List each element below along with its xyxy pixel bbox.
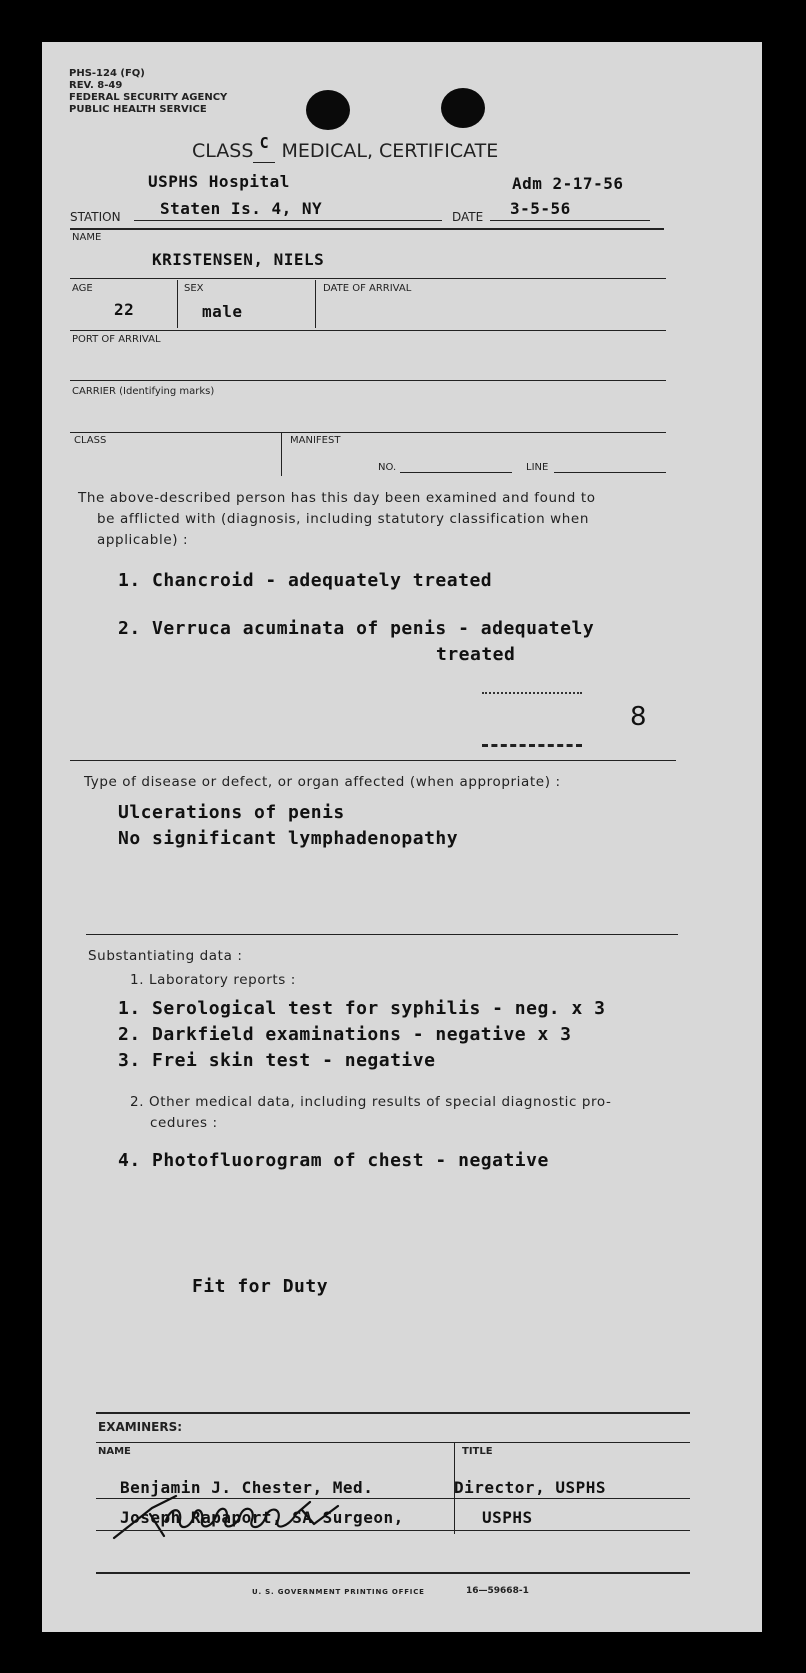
class-value: C [259, 134, 270, 152]
station-hospital: USPHS Hospital [148, 172, 290, 191]
diagnosis-intro [78, 488, 596, 551]
faint-mark [482, 692, 582, 694]
disease-label: Type of disease or defect, or organ affected (when appropriate) : [84, 774, 561, 790]
examiner-title-label: TITLE [462, 1446, 493, 1457]
person-sex: male [202, 302, 243, 321]
form-header [69, 68, 227, 116]
diagnosis-intro-line: be afflicted with (diagnosis, including statutory classification when [97, 511, 589, 527]
lab-item: 2. Darkfield examinations - negative x 3 [118, 1024, 572, 1045]
lab-reports-label: 1. Laboratory reports : [130, 972, 296, 988]
manifest-no-label: NO. [378, 462, 397, 473]
age-label: AGE [72, 283, 93, 294]
diagnosis-item: 2. Verruca acuminata of penis - adequately [118, 618, 595, 639]
examiner-name-label: NAME [98, 1446, 131, 1457]
title-class: CLASS [192, 140, 254, 162]
faint-mark [482, 744, 582, 747]
port-label: PORT OF ARRIVAL [72, 334, 161, 345]
diagnosis-item: treated [436, 644, 516, 665]
disease-line: No significant lymphadenopathy [118, 828, 459, 849]
station-location: Staten Is. 4, NY [160, 199, 323, 218]
class-label: CLASS [74, 435, 107, 446]
examiner-title: USPHS [482, 1508, 533, 1527]
date-label: DATE [452, 210, 484, 224]
carrier-label: CARRIER (Identifying marks) [72, 386, 215, 397]
other-data-label [130, 1092, 611, 1134]
examiners-label: EXAMINERS: [98, 1420, 183, 1434]
service-name: PUBLIC HEALTH SERVICE [69, 104, 207, 115]
disease-line: Ulcerations of penis [118, 802, 345, 823]
punch-hole-left [306, 90, 350, 130]
certificate-title [192, 134, 499, 163]
substantiating-label: Substantiating data : [88, 948, 243, 964]
person-age: 22 [114, 300, 135, 319]
diagnosis-item: 1. Chancroid - adequately treated [118, 570, 493, 591]
medical-certificate-card [42, 42, 762, 1632]
other-data-label-line: cedures : [150, 1115, 218, 1131]
admission-date: Adm 2-17-56 [512, 174, 624, 193]
station-label: STATION [70, 210, 121, 224]
sex-label: SEX [184, 283, 204, 294]
other-data-label-line: 2. Other medical data, including results of special diagnostic pro- [130, 1094, 612, 1110]
certificate-date: 3-5-56 [510, 199, 571, 218]
other-item: 4. Photofluorogram of chest - negative [118, 1150, 549, 1171]
lab-item: 1. Serological test for syphilis - neg. x 3 [118, 998, 606, 1019]
print-code: 16—59668-1 [466, 1586, 529, 1596]
examiner-name: Benjamin J. Chester, Med. [120, 1478, 374, 1497]
person-name: KRISTENSEN, NIELS [152, 250, 325, 269]
classification-code: 8 [630, 702, 647, 732]
examiner-title: Director, USPHS [454, 1478, 606, 1497]
form-revision: REV. 8-49 [69, 80, 123, 91]
arrival-label: DATE OF ARRIVAL [323, 283, 412, 294]
manifest-line-label: LINE [526, 462, 549, 473]
examiner-name: Joseph Rapaport, SA Surgeon, [120, 1508, 404, 1527]
manifest-label: MANIFEST [290, 435, 341, 446]
fitness-conclusion: Fit for Duty [192, 1276, 329, 1297]
lab-item: 3. Frei skin test - negative [118, 1050, 436, 1071]
punch-hole-right [441, 88, 485, 128]
form-number: PHS-124 (FQ) [69, 68, 145, 79]
diagnosis-intro-line: The above-described person has this day been examined and found to [78, 490, 596, 506]
agency-name: FEDERAL SECURITY AGENCY [69, 92, 228, 103]
diagnosis-intro-line: applicable) : [97, 532, 189, 548]
printer-credit: U. S. GOVERNMENT PRINTING OFFICE [252, 1588, 425, 1596]
name-label: NAME [72, 232, 102, 243]
title-main: MEDICAL, CERTIFICATE [281, 140, 499, 162]
